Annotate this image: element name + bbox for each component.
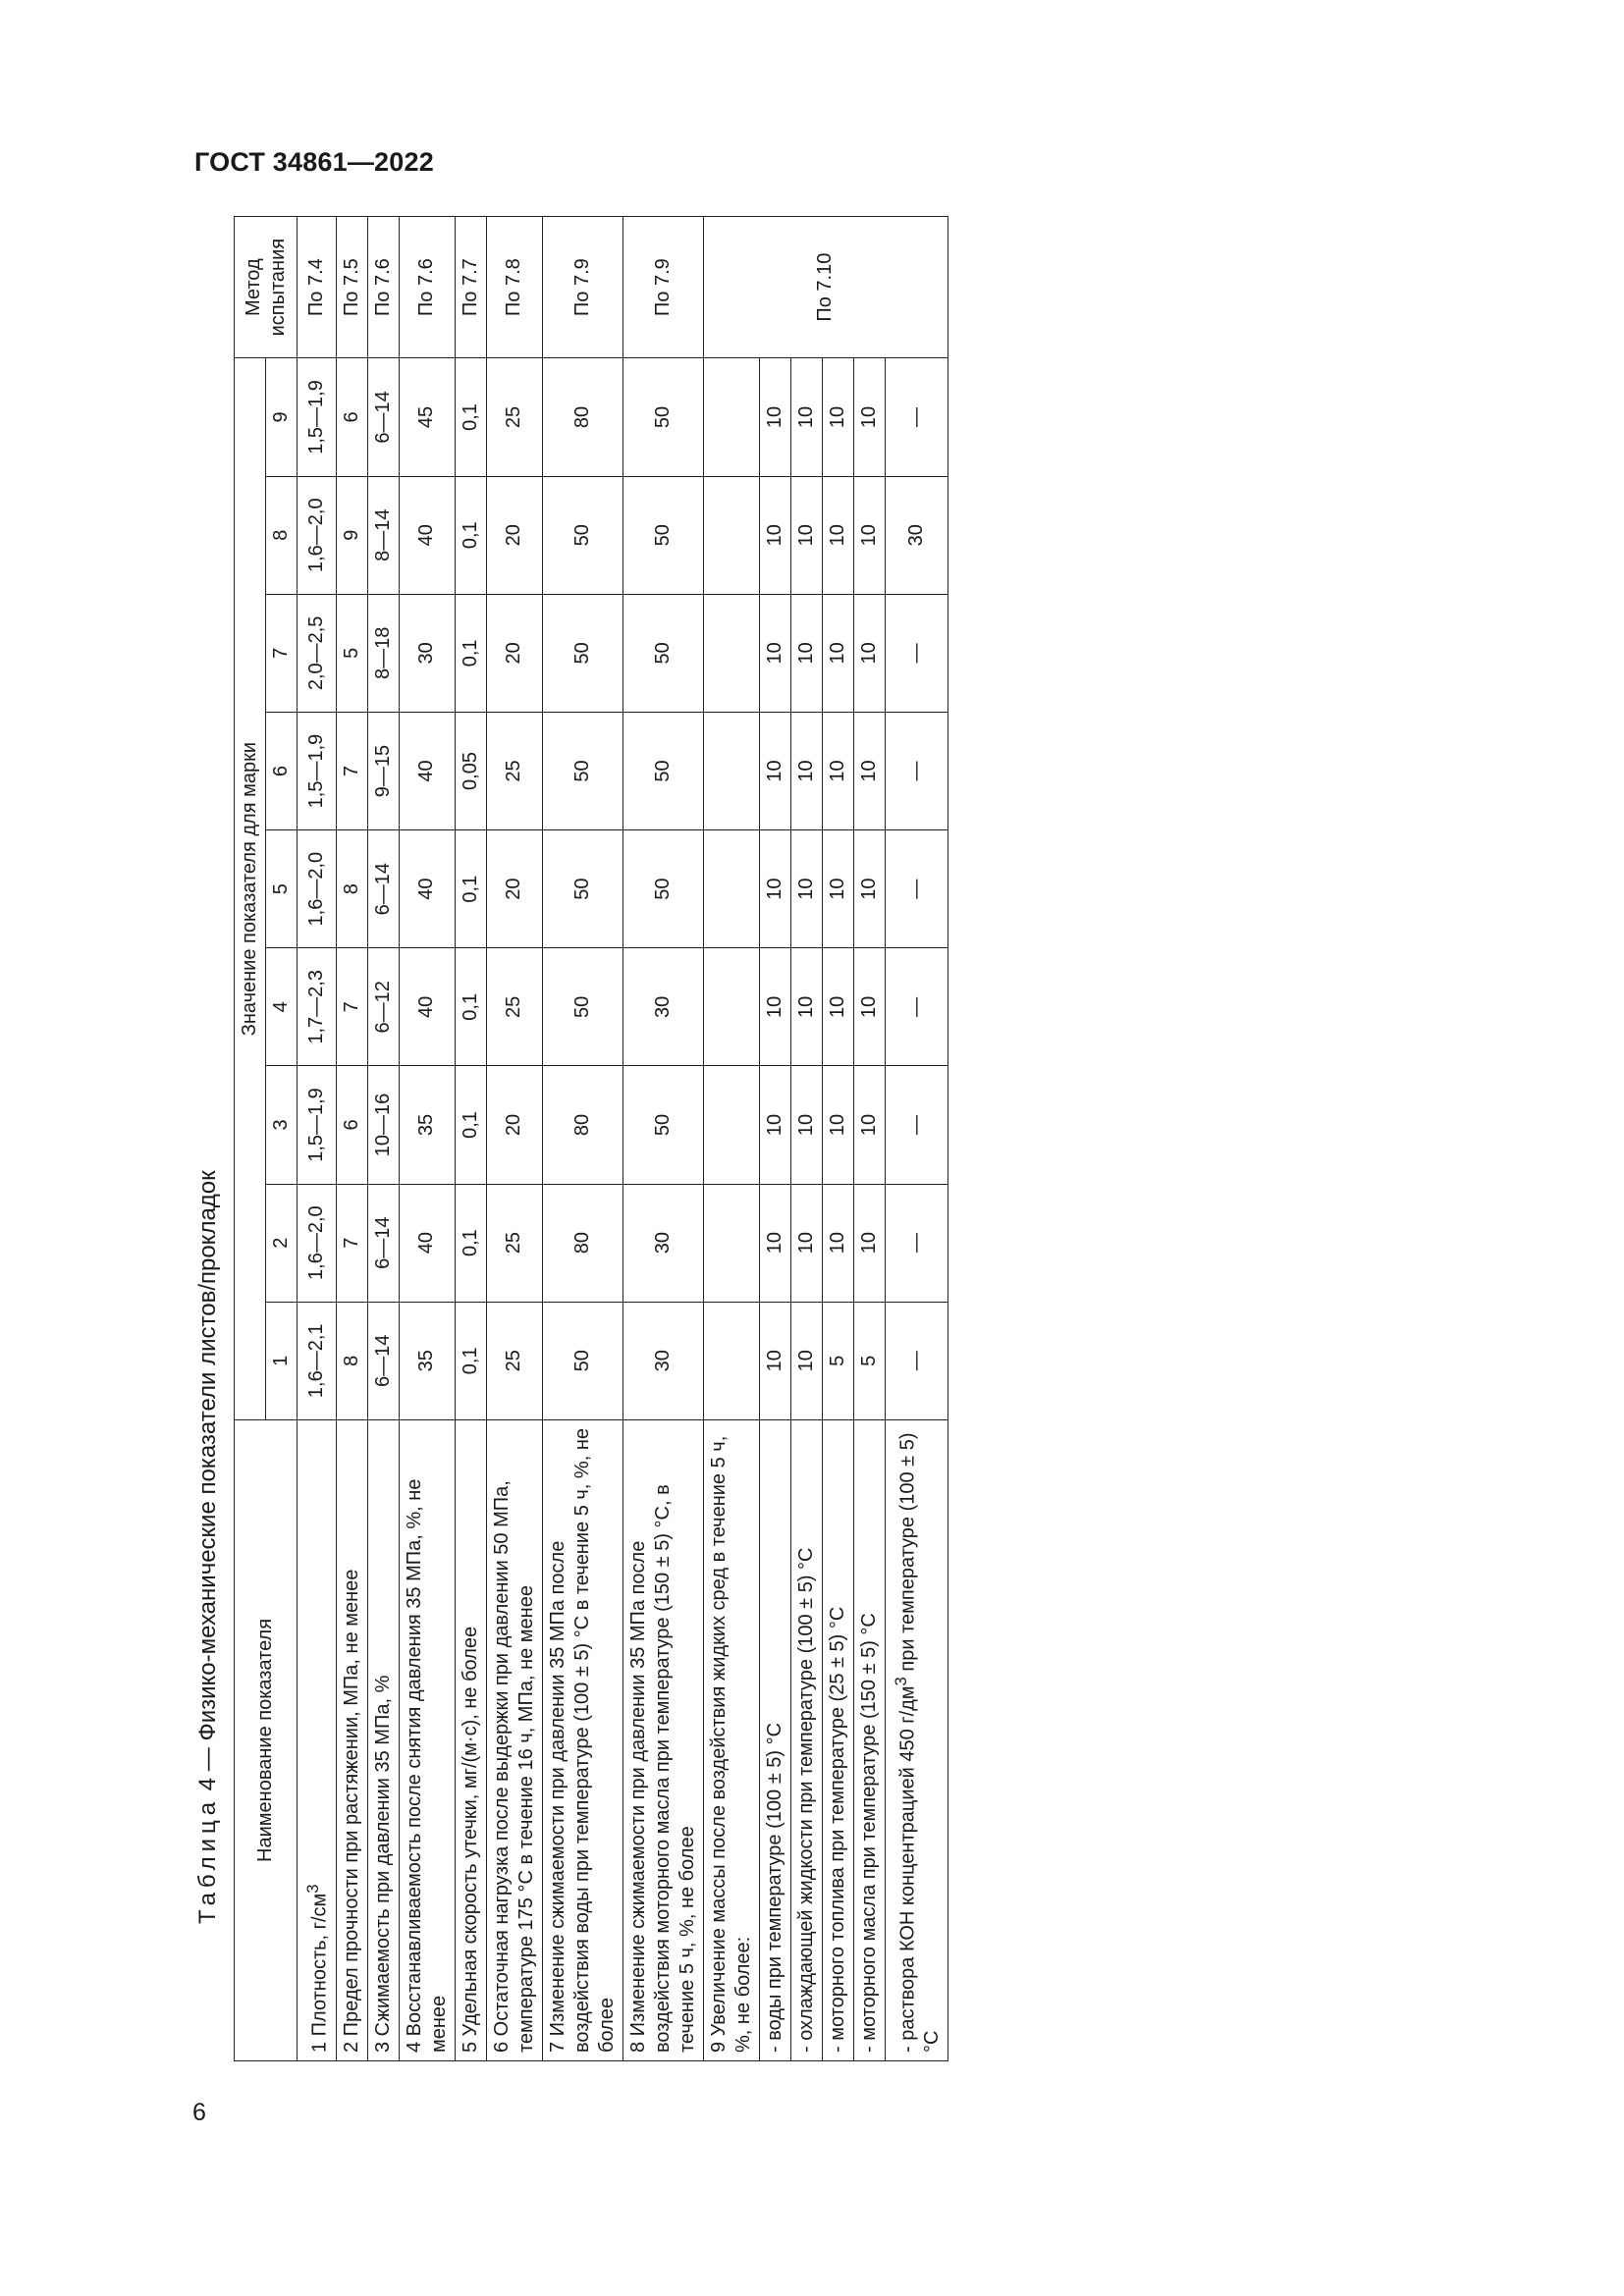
row-value: 45 — [399, 358, 455, 476]
row-value: 25 — [486, 358, 542, 476]
row-value: 2,0—2,5 — [298, 594, 337, 712]
row-value: 0,05 — [455, 712, 486, 829]
row-value: 30 — [399, 594, 455, 712]
table-caption — [194, 1170, 222, 1924]
row-value: 6 — [336, 1066, 367, 1184]
table-row — [542, 217, 623, 2061]
row-value: 25 — [486, 948, 542, 1066]
table-row — [623, 217, 703, 2061]
row-name: 8 Изменение сжимаемости при давлении 35 МПа после воздействия моторного масла при температуре (150 ± 5) °С, в течение 5 ч, %, не более — [623, 1419, 703, 2060]
row-value: 80 — [542, 1184, 623, 1302]
subrow-value: 10 — [822, 830, 853, 948]
row-method: По 7.6 — [367, 217, 399, 358]
row-value: 0,1 — [455, 1184, 486, 1302]
grade-header-5: 5 — [266, 830, 298, 948]
group-subrow — [853, 217, 885, 2061]
subrow-value: — — [885, 1184, 948, 1302]
subrow-name: - моторного масла при температуре (150 ± 5) °С — [853, 1419, 885, 2060]
row-value: 25 — [486, 1184, 542, 1302]
row-value: 1,6—2,0 — [298, 830, 337, 948]
row-value: 0,1 — [455, 358, 486, 476]
subrow-value: 10 — [822, 594, 853, 712]
group-empty-cell — [703, 948, 759, 1066]
group-empty-cell — [703, 1302, 759, 1419]
subrow-value: 10 — [790, 358, 822, 476]
subrow-value: 10 — [853, 476, 885, 594]
row-value: 8 — [336, 830, 367, 948]
subrow-name: - воды при температуре (100 ± 5) °С — [759, 1419, 790, 2060]
row-value: 1,5—1,9 — [298, 358, 337, 476]
subrow-value: 10 — [759, 712, 790, 829]
table-caption-text: 4 — Физико-механические показатели листов/прокладок — [194, 1170, 221, 1791]
group-subrow — [790, 217, 822, 2061]
subrow-value: 5 — [853, 1302, 885, 1419]
subrow-value: 10 — [853, 358, 885, 476]
grade-header-9: 9 — [266, 358, 298, 476]
subrow-value: — — [885, 1302, 948, 1419]
subrow-value: — — [885, 712, 948, 829]
row-value: 0,1 — [455, 948, 486, 1066]
subrow-value: 10 — [853, 830, 885, 948]
row-value: 0,1 — [455, 1302, 486, 1419]
grade-header-4: 4 — [266, 948, 298, 1066]
row-name: 3 Сжимаемость при давлении 35 МПа, % — [367, 1419, 399, 2060]
subrow-value: 10 — [759, 1184, 790, 1302]
group-method: По 7.10 — [703, 217, 948, 358]
row-value: 40 — [399, 476, 455, 594]
subrow-name: - моторного топлива при температуре (25 ± 5) °С — [822, 1419, 853, 2060]
subrow-value: 10 — [853, 594, 885, 712]
row-method: По 7.5 — [336, 217, 367, 358]
row-value: 6—12 — [367, 948, 399, 1066]
group-empty-cell — [703, 476, 759, 594]
subrow-value: — — [885, 594, 948, 712]
subrow-value: — — [885, 358, 948, 476]
row-value: 20 — [486, 476, 542, 594]
subrow-value: 10 — [822, 358, 853, 476]
row-value: 50 — [542, 948, 623, 1066]
table-body — [298, 217, 948, 2061]
group-title-row — [703, 217, 759, 2061]
row-method: По 7.9 — [623, 217, 703, 358]
row-value: 20 — [486, 830, 542, 948]
table-row — [486, 217, 542, 2061]
grade-header-6: 6 — [266, 712, 298, 829]
subrow-value: 10 — [790, 594, 822, 712]
row-value: 7 — [336, 948, 367, 1066]
row-method: По 7.7 — [455, 217, 486, 358]
document-title: ГОСТ 34861—2022 — [194, 147, 434, 177]
subrow-value: 10 — [822, 948, 853, 1066]
row-value: 50 — [542, 830, 623, 948]
properties-table — [234, 216, 948, 2061]
subrow-value: 10 — [853, 712, 885, 829]
subrow-value: 10 — [759, 476, 790, 594]
group-subrow — [759, 217, 790, 2061]
row-value: 50 — [542, 712, 623, 829]
row-value: 1,6—2,0 — [298, 476, 337, 594]
row-value: 20 — [486, 594, 542, 712]
row-value: 30 — [623, 1302, 703, 1419]
row-value: 6 — [336, 358, 367, 476]
subrow-value: 10 — [790, 1066, 822, 1184]
subrow-value: 10 — [790, 1302, 822, 1419]
grade-header-7: 7 — [266, 594, 298, 712]
group-subrow — [822, 217, 853, 2061]
table-row — [298, 217, 337, 2061]
row-value: 50 — [623, 830, 703, 948]
table-row — [336, 217, 367, 2061]
group-empty-cell — [703, 830, 759, 948]
row-value: 7 — [336, 712, 367, 829]
row-value: 40 — [399, 948, 455, 1066]
subrow-value: 10 — [822, 476, 853, 594]
table-caption-prefix: Таблица — [194, 1796, 221, 1924]
row-value: 9—15 — [367, 712, 399, 829]
subrow-value: 10 — [759, 358, 790, 476]
row-value: 0,1 — [455, 594, 486, 712]
row-value: 80 — [542, 1066, 623, 1184]
group-empty-cell — [703, 712, 759, 829]
row-value: 8—14 — [367, 476, 399, 594]
row-value: 50 — [542, 1302, 623, 1419]
subrow-value: — — [885, 948, 948, 1066]
row-value: 25 — [486, 1302, 542, 1419]
subrow-value: 10 — [853, 948, 885, 1066]
group-subrow — [885, 217, 948, 2061]
row-value: 80 — [542, 358, 623, 476]
row-value: 5 — [336, 594, 367, 712]
row-value: 8—18 — [367, 594, 399, 712]
row-value: 7 — [336, 1184, 367, 1302]
subrow-value: — — [885, 830, 948, 948]
row-method: По 7.9 — [542, 217, 623, 358]
row-value: 6—14 — [367, 830, 399, 948]
group-title: 9 Увеличение массы после воздействия жидких сред в течение 5 ч, %, не более: — [703, 1419, 759, 2060]
row-value: 10—16 — [367, 1066, 399, 1184]
table-row — [367, 217, 399, 2061]
table-row — [399, 217, 455, 2061]
subrow-value: 10 — [790, 476, 822, 594]
subrow-value: — — [885, 1066, 948, 1184]
grade-header-8: 8 — [266, 476, 298, 594]
group-empty-cell — [703, 1184, 759, 1302]
subrow-value: 10 — [853, 1066, 885, 1184]
row-value: 30 — [623, 948, 703, 1066]
subrow-value: 5 — [822, 1302, 853, 1419]
row-value: 50 — [623, 476, 703, 594]
row-value: 50 — [623, 1066, 703, 1184]
column-header-values: Значение показателя для марки — [235, 358, 266, 1420]
row-value: 0,1 — [455, 1066, 486, 1184]
grade-header-1: 1 — [266, 1302, 298, 1419]
row-value: 6—14 — [367, 1302, 399, 1419]
table-row — [455, 217, 486, 2061]
row-value: 50 — [623, 712, 703, 829]
row-method: По 7.6 — [399, 217, 455, 358]
row-value: 1,6—2,1 — [298, 1302, 337, 1419]
group-empty-cell — [703, 594, 759, 712]
subrow-value: 10 — [790, 948, 822, 1066]
subrow-name: - раствора КОН концентрацией 450 $г/дм^3$ при температуре (100 ± 5) °С — [885, 1419, 948, 2060]
row-value: 35 — [399, 1302, 455, 1419]
subrow-value: 10 — [759, 948, 790, 1066]
row-value: 50 — [542, 594, 623, 712]
group-empty-cell — [703, 1066, 759, 1184]
grade-header-2: 2 — [266, 1184, 298, 1302]
page-number: 6 — [192, 2099, 206, 2126]
subrow-value: 10 — [759, 1302, 790, 1419]
row-value: 35 — [399, 1066, 455, 1184]
subrow-value: 10 — [790, 830, 822, 948]
subrow-value: 10 — [759, 830, 790, 948]
subrow-value: 10 — [790, 1184, 822, 1302]
group-empty-cell — [703, 358, 759, 476]
subrow-value: 10 — [822, 712, 853, 829]
row-value: 8 — [336, 1302, 367, 1419]
row-name: 6 Остаточная нагрузка после выдержки при давлении 50 МПа, температуре 175 °С в течение 16 ч, МПа, не менее — [486, 1419, 542, 2060]
subrow-name: - охлаждающей жидкости при температуре (100 ± 5) °С — [790, 1419, 822, 2060]
grade-header-3: 3 — [266, 1066, 298, 1184]
row-value: 0,1 — [455, 476, 486, 594]
row-method: По 7.8 — [486, 217, 542, 358]
row-value: 20 — [486, 1066, 542, 1184]
row-value: 6—14 — [367, 358, 399, 476]
subrow-value: 10 — [853, 1184, 885, 1302]
row-name: 5 Удельная скорость утечки, мг/(м·с), не более — [455, 1419, 486, 2060]
row-value: 1,5—1,9 — [298, 1066, 337, 1184]
row-value: 40 — [399, 1184, 455, 1302]
subrow-value: 30 — [885, 476, 948, 594]
row-value: 40 — [399, 712, 455, 829]
rotated-table-page — [194, 196, 1424, 2101]
subrow-value: 10 — [822, 1184, 853, 1302]
subrow-value: 10 — [790, 712, 822, 829]
subrow-value: 10 — [759, 1066, 790, 1184]
row-value: 40 — [399, 830, 455, 948]
row-value: 50 — [623, 358, 703, 476]
row-method: По 7.4 — [298, 217, 337, 358]
row-name: 1 Плотность, $г/см^3$ — [298, 1419, 337, 2060]
row-value: 1,5—1,9 — [298, 712, 337, 829]
row-value: 9 — [336, 476, 367, 594]
row-value: 1,7—2,3 — [298, 948, 337, 1066]
row-value: 50 — [542, 476, 623, 594]
row-value: 50 — [623, 594, 703, 712]
row-value: 0,1 — [455, 830, 486, 948]
row-name: 7 Изменение сжимаемости при давлении 35 МПа после воздействия воды при температуре (100 ± 5) °С в течение 5 ч, %, не более — [542, 1419, 623, 2060]
subrow-value: 10 — [759, 594, 790, 712]
column-header-method: Метод испытания — [235, 217, 298, 358]
column-header-name: Наименование показателя — [235, 1419, 298, 2060]
row-value: 30 — [623, 1184, 703, 1302]
row-value: 25 — [486, 712, 542, 829]
row-name: 4 Восстанавливаемость после снятия давления 35 МПа, %, не менее — [399, 1419, 455, 2060]
subrow-value: 10 — [822, 1066, 853, 1184]
row-value: 1,6—2,0 — [298, 1184, 337, 1302]
row-name: 2 Предел прочности при растяжении, МПа, не менее — [336, 1419, 367, 2060]
row-value: 6—14 — [367, 1184, 399, 1302]
